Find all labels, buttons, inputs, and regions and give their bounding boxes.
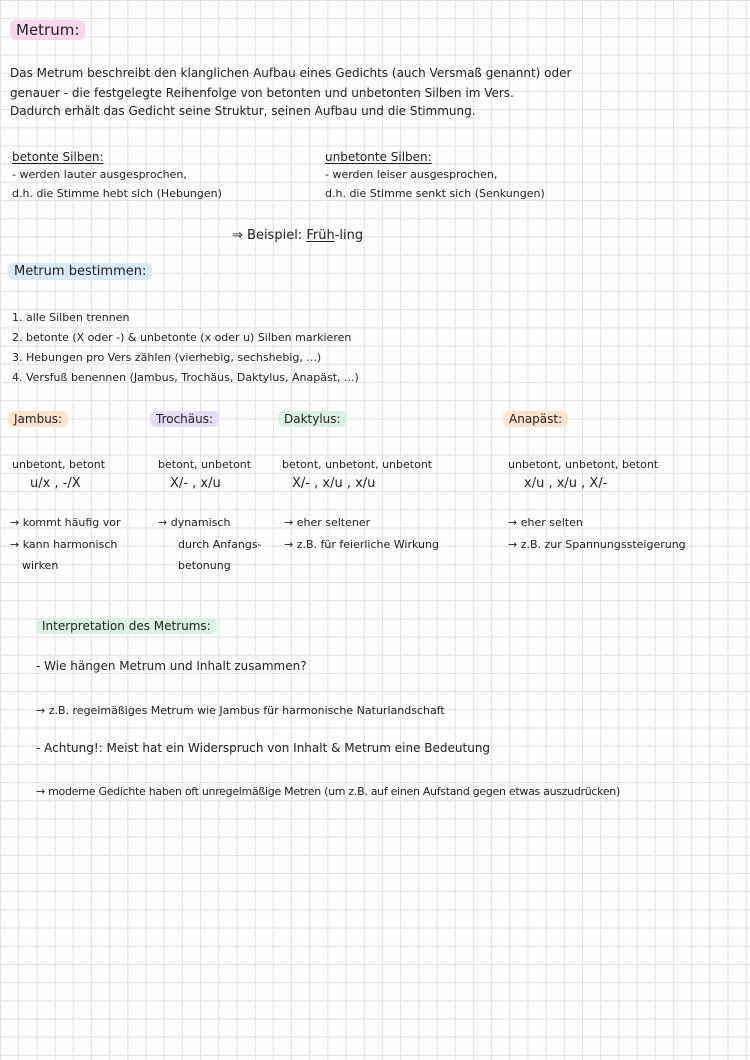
daktylus-notation: X/- , x/u , x/u — [292, 476, 376, 491]
beispiel-label: ⇒ Beispiel: — [232, 228, 303, 243]
daktylus-pattern: betont, unbetont, unbetont — [282, 458, 433, 471]
step-4: 4. Versfuß benennen (Jambus, Trochäus, Daktylus, Anapäst, ...) — [12, 371, 359, 384]
anapaest-title: Anapäst: — [503, 411, 568, 427]
step-3: 3. Hebungen pro Vers zählen (vierhebig, sechshebig, ...) — [12, 351, 322, 364]
trochaeus-note-3: betonung — [178, 559, 231, 572]
intro-line-1: Das Metrum beschreibt den klanglichen Aufbau eines Gedichts (auch Versmaß genannt) oder — [10, 66, 572, 80]
daktylus-note-2: → z.B. für feierliche Wirkung — [284, 538, 439, 551]
betonte-line-2: d.h. die Stimme hebt sich (Hebungen) — [12, 187, 222, 200]
beispiel-sep: - — [334, 228, 340, 243]
betonte-line-1: - werden lauter ausgesprochen, — [12, 168, 187, 181]
interpretation-line-3: - Achtung!: Meist hat ein Widerspruch von Inhalt & Metrum eine Bedeutung — [36, 741, 491, 755]
daktylus-note-1: → eher seltener — [284, 516, 371, 529]
trochaeus-notation: X/- , x/u — [170, 476, 221, 491]
anapaest-note-2: → z.B. zur Spannungssteigerung — [508, 538, 686, 551]
jambus-title: Jambus: — [8, 411, 68, 427]
unbetonte-title: unbetonte Silben: — [325, 150, 432, 164]
jambus-notation: u/x , -/X — [30, 476, 81, 491]
step-1: 1. alle Silben trennen — [12, 311, 130, 324]
beispiel-word-a: Früh — [306, 228, 335, 243]
intro-line-3: Dadurch erhält das Gedicht seine Struktur, seinen Aufbau und die Stimmung. — [10, 104, 476, 118]
interpretation-heading: Interpretation des Metrums: — [36, 618, 217, 634]
anapaest-notation: x/u , x/u , X/- — [524, 476, 608, 491]
unbetonte-line-1: - werden leiser ausgesprochen, — [325, 168, 498, 181]
anapaest-note-1: → eher selten — [508, 516, 583, 529]
jambus-note-1: → kommt häufig vor — [10, 516, 121, 529]
interpretation-line-2: → z.B. regelmäßiges Metrum wie Jambus für harmonische Naturlandschaft — [36, 704, 445, 717]
beispiel-word-b: ling — [339, 228, 364, 243]
metrum-heading: Metrum: — [10, 20, 85, 40]
interpretation-line-4: → moderne Gedichte haben oft unregelmäßige Metren (um z.B. auf einen Aufstand gegen etwas auszudrücken) — [36, 785, 620, 798]
trochaeus-title: Trochäus: — [150, 411, 219, 427]
trochaeus-note-2: durch Anfangs- — [178, 538, 262, 551]
interpretation-line-1: - Wie hängen Metrum und Inhalt zusammen? — [36, 659, 307, 673]
intro-line-2: genauer - die festgelegte Reihenfolge von betonten und unbetonten Silben im Vers. — [10, 86, 514, 100]
step-2: 2. betonte (X oder -) & unbetonte (x oder u) Silben markieren — [12, 331, 352, 344]
jambus-pattern: unbetont, betont — [12, 458, 106, 471]
trochaeus-note-1: → dynamisch — [158, 516, 231, 529]
anapaest-pattern: unbetont, unbetont, betont — [508, 458, 659, 471]
jambus-note-2: → kann harmonisch — [10, 538, 118, 551]
daktylus-title: Daktylus: — [278, 411, 347, 427]
jambus-note-3: wirken — [22, 559, 59, 572]
beispiel — [232, 228, 363, 243]
trochaeus-pattern: betont, unbetont — [158, 458, 252, 471]
betonte-title: betonte Silben: — [12, 150, 104, 164]
bestimmen-heading: Metrum bestimmen: — [8, 263, 152, 280]
unbetonte-line-2: d.h. die Stimme senkt sich (Senkungen) — [325, 187, 545, 200]
